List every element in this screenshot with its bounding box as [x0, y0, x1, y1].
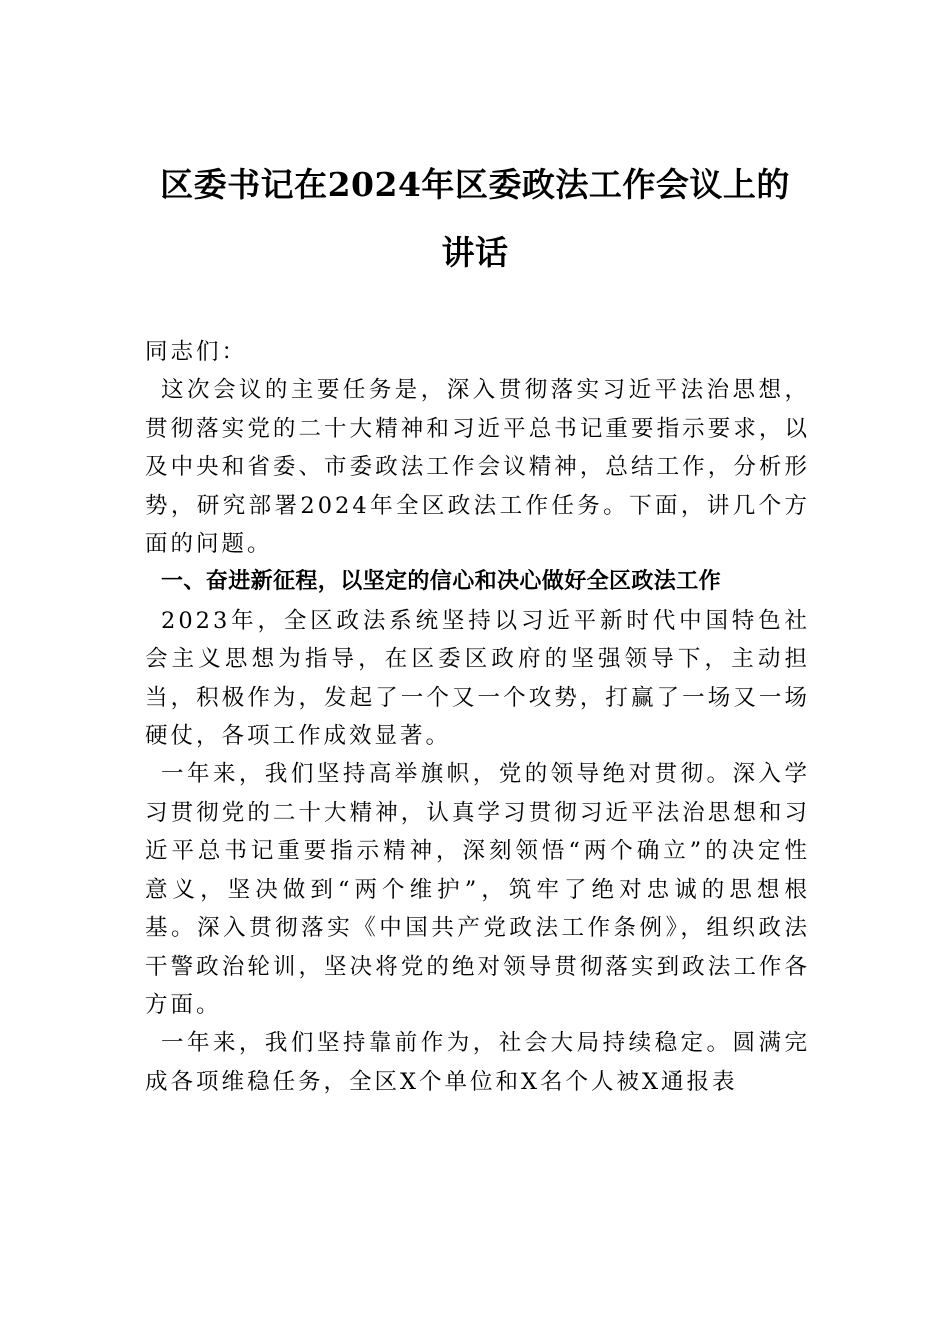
intro-paragraph: 这次会议的主要任务是，深入贯彻落实习近平法治思想，贯彻落实党的二十大精神和习近平总书记重要指示要求，以及中央和省委、市委政法工作会议精神，总结工作，分析形势，研究部署2024年全区政法工作任务。下面，讲几个方面的问题。 [145, 377, 810, 558]
salutation: 同志们： [145, 339, 248, 365]
section-1-heading: 一、奋进新征程，以坚定的信心和决心做好全区政法工作 [161, 569, 722, 595]
section-1-paragraph: 一年来，我们坚持高举旗帜，党的领导绝对贯彻。深入学习贯彻党的二十大精神，认真学习贯彻习近平法治思想和习近平总书记重要指示精神，深刻领悟“两个确立”的决定性意义，坚决做到“两个维护”，筑牢了绝对忠诚的思想根基。深入贯彻落实《中国共产党政法工作条例》，组织政法干警政治轮训，坚决将党的绝对领导贯彻落实到政法工作各方面。 [145, 761, 810, 1018]
section-1-paragraph: 2023年，全区政法系统坚持以习近平新时代中国特色社会主义思想为指导，在区委区政府的坚强领导下，主动担当，积极作为，发起了一个又一个攻势，打赢了一场又一场硬仗，各项工作成效显著。 [145, 607, 810, 750]
section-1-paragraph: 一年来，我们坚持靠前作为，社会大局持续稳定。圆满完成各项维稳任务，全区X个单位和X名个人被X通报表 [145, 1030, 810, 1095]
document-body [145, 333, 810, 1101]
document-title-line-1: 区委书记在2024年区委政法工作会议上的 [160, 165, 790, 204]
document-title-line-2: 讲话 [441, 233, 509, 272]
